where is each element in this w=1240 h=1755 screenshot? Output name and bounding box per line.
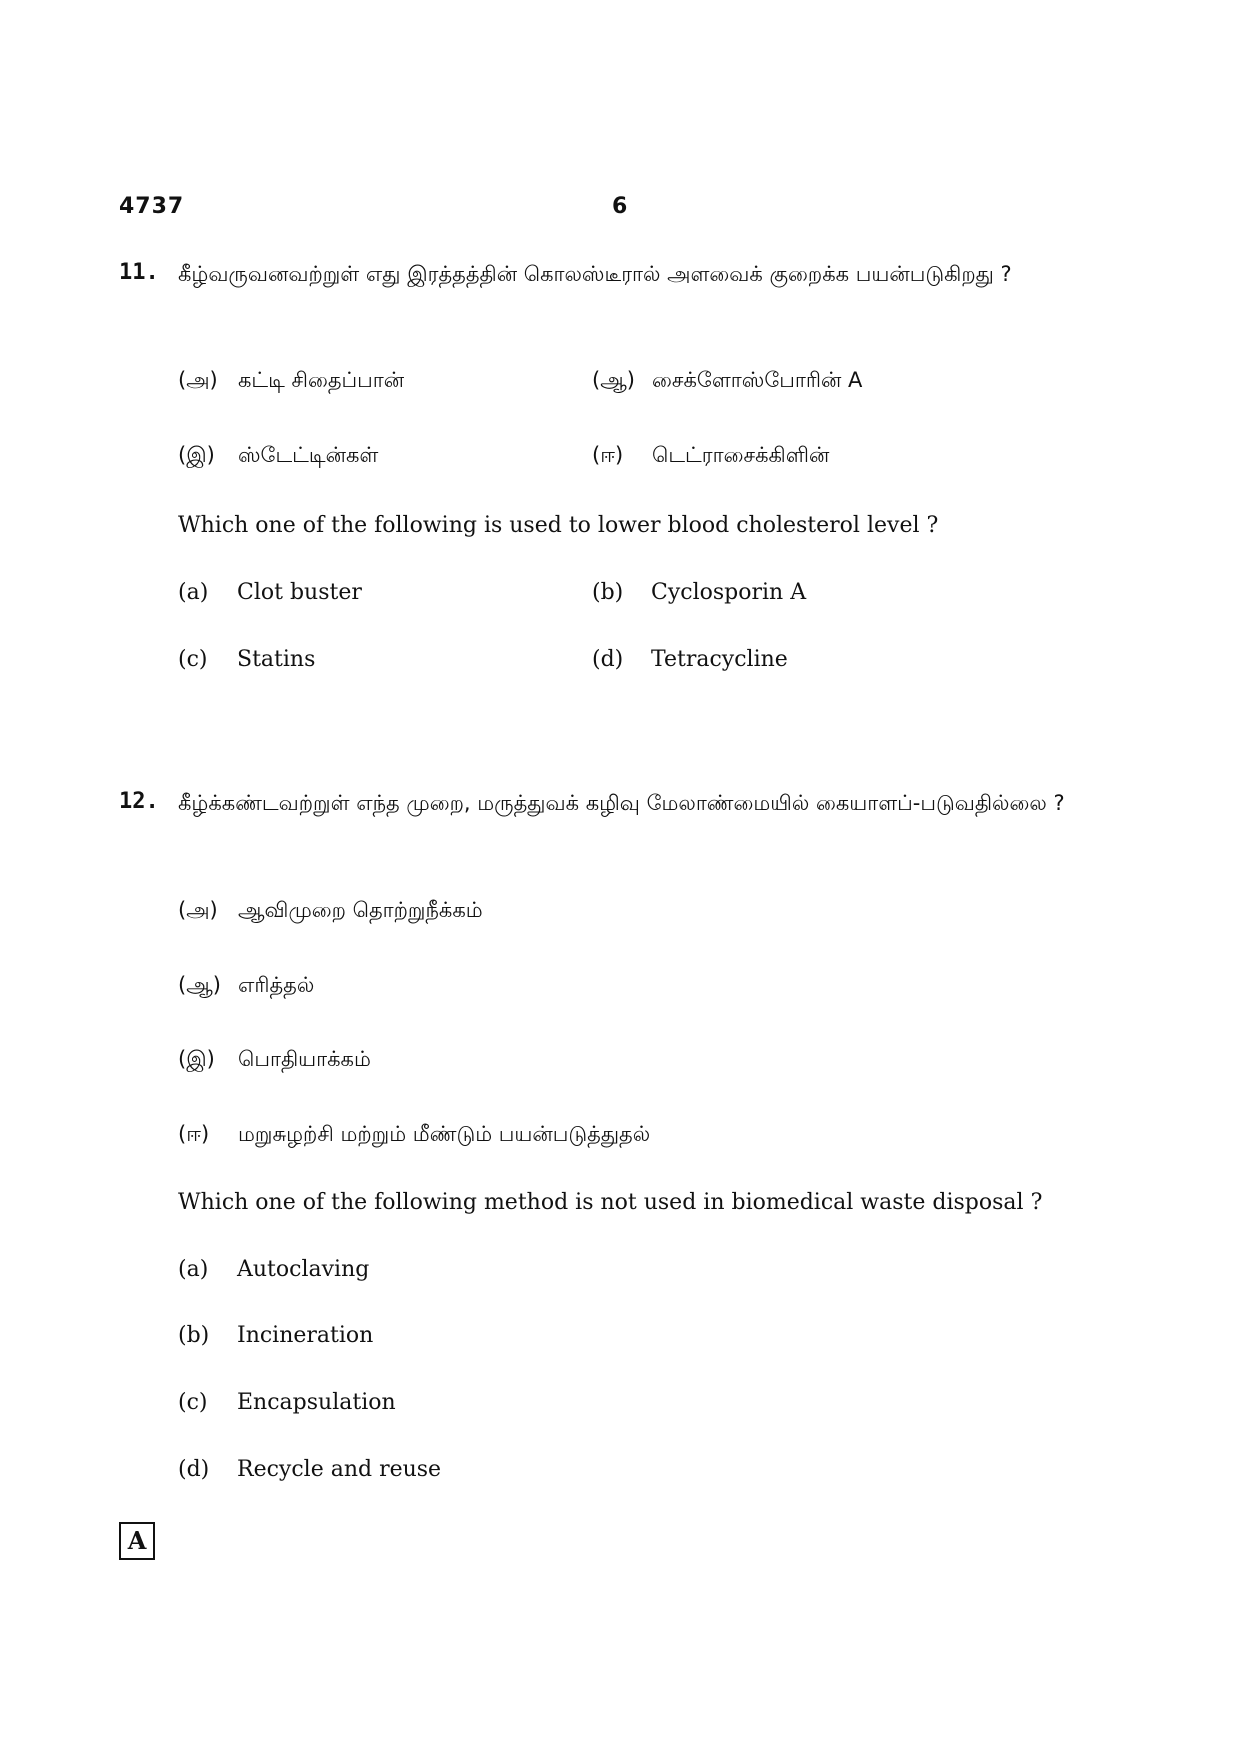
question-12-option-c [178,1388,396,1418]
option-marker: (இ) [178,1047,215,1071]
option-marker: (b) [592,580,624,605]
question-12-option-a [178,1255,369,1285]
question-12-option-ta-3 [178,1044,371,1074]
question-12-number: 12. [119,789,159,814]
option-text: ஆவிமுறை தொற்றுநீக்கம் [238,898,483,922]
question-12-option-ta-4 [178,1119,650,1149]
page-number: 6 [612,194,628,219]
question-11-text-english: Which one of the following is used to lower blood cholesterol level ? [178,513,939,538]
question-11-option-b [592,578,806,608]
option-marker: (c) [178,647,208,672]
option-text: சைக்ளோஸ்போரின் A [652,368,863,392]
option-text: Clot buster [237,580,362,605]
option-text: Statins [237,647,316,672]
option-text: எரித்தல் [238,973,315,997]
booklet-set-label: A [119,1522,155,1560]
option-marker: (ஆ) [592,368,635,392]
option-marker: (a) [178,1257,209,1282]
option-text: ஸ்டேட்டின்கள் [238,443,379,467]
question-11-option-ta-4 [592,440,829,470]
option-marker: (இ) [178,443,215,467]
question-12-option-ta-1 [178,895,483,925]
option-text: Incineration [237,1323,374,1348]
question-12-text-tamil: கீழ்க்கண்டவற்றுள் எந்த முறை, மருத்துவக் கழிவு மேலாண்மையில் கையாளப்-படுவதில்லை ? [178,791,1065,815]
option-text: Encapsulation [237,1390,396,1415]
question-12-option-b [178,1321,373,1351]
option-marker: (d) [178,1457,210,1482]
option-marker: (b) [178,1323,210,1348]
question-11-option-ta-2 [592,365,862,395]
question-11-option-a [178,578,362,608]
question-11-option-ta-1 [178,365,404,395]
option-marker: (அ) [178,898,218,922]
question-12-option-d [178,1455,441,1485]
option-text: மறுசுழற்சி மற்றும் மீண்டும் பயன்படுத்துதல் [238,1122,651,1146]
option-text: டெட்ராசைக்கிளின் [652,443,830,467]
option-marker: (அ) [178,368,218,392]
option-text: கட்டி சிதைப்பான் [238,368,405,392]
option-text: Autoclaving [237,1257,370,1282]
question-12-option-ta-2 [178,970,314,1000]
question-12-text-english: Which one of the following method is not used in biomedical waste disposal ? [178,1190,1043,1215]
option-marker: (ஈ) [592,443,624,467]
question-11-option-d [592,645,788,675]
option-text: Tetracycline [651,647,788,672]
option-marker: (c) [178,1390,208,1415]
question-11-text-tamil: கீழ்வருவனவற்றுள் எது இரத்தத்தின் கொலஸ்டீரால் அளவைக் குறைக்க பயன்படுகிறது ? [178,262,1012,286]
question-11-number: 11. [119,260,159,285]
booklet-code: 4737 [119,194,185,219]
option-text: பொதியாக்கம் [238,1047,371,1071]
option-marker: (ஈ) [178,1122,210,1146]
question-11-option-ta-3 [178,440,378,470]
option-marker: (a) [178,580,209,605]
option-marker: (ஆ) [178,973,221,997]
option-text: Cyclosporin A [651,580,807,605]
question-11-option-c [178,645,315,675]
option-text: Recycle and reuse [237,1457,442,1482]
option-marker: (d) [592,647,624,672]
